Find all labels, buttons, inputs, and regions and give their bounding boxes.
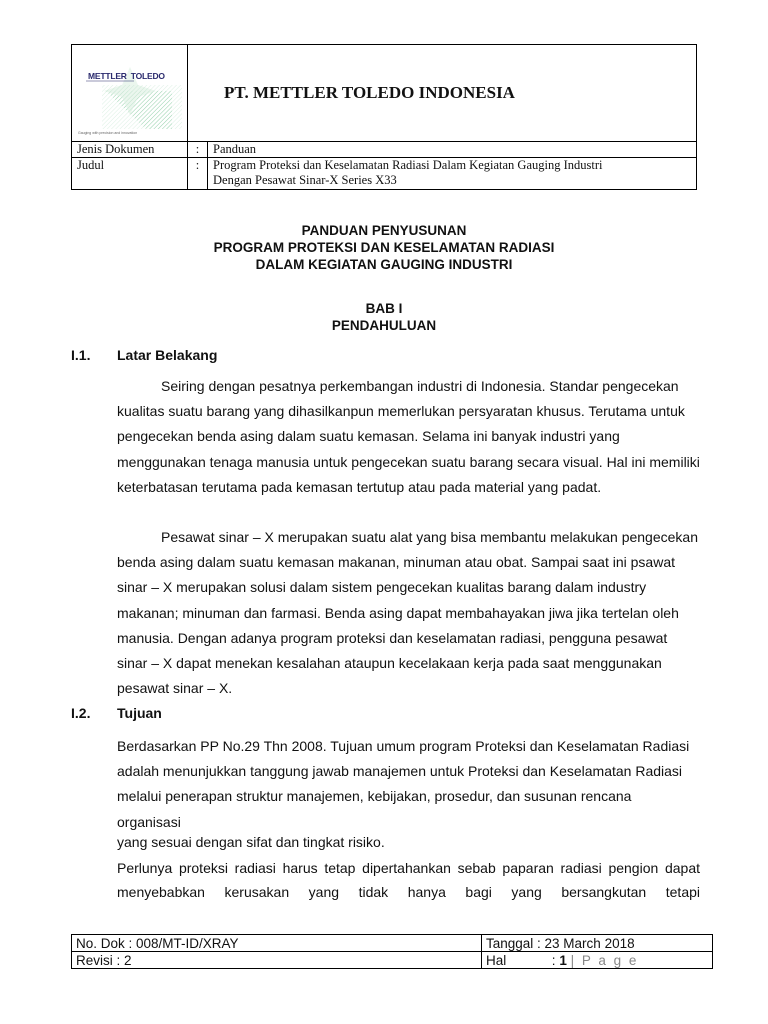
- section-1-paragraph-2: Pesawat sinar – X merupakan suatu alat yang bisa membantu melakukan pengecekan benda asing dalam suatu kemasan makanan, minuman atau obat. Sampai saat ini psawat sinar – X merupakan solusi dalam sistem pengecekan kualitas barang dalam industry makanan; minuman dan farmasi. Benda asing dapat membahayakan jiwa jika tertelan oleh manusia. Dengan adanya program proteksi dan keselamatan radiasi, pengguna pesawat sinar – X dapat menekan kesalahan ataupun kecelakaan kerja pada saat menggunakan pesawat sinar – X.: [117, 529, 698, 697]
- section-2-number: I.2.: [71, 705, 91, 721]
- title-line-3: DALAM KEGIATAN GAUGING INDUSTRI: [255, 257, 513, 272]
- section-1-number: I.1.: [71, 347, 91, 363]
- section-2-paragraph-1: Berdasarkan PP No.29 Thn 2008. Tujuan umum program Proteksi dan Keselamatan Radiasi adalah menunjukkan tanggung jawab manajemen untuk Proteksi dan Keselamatan Radiasi melalui penerapan struktur manajemen, kebijakan, prosedur, dan susunan rencana organisasi: [117, 738, 690, 830]
- doc-type-row: [72, 142, 697, 158]
- doc-title-value: [208, 158, 697, 190]
- page-number: 1: [559, 952, 567, 968]
- title-line-2: PROGRAM PROTEKSI DAN KESELAMATAN RADIASI: [213, 240, 555, 255]
- doc-title-row: [72, 158, 697, 190]
- company-name: PT. METTLER TOLEDO INDONESIA: [188, 45, 697, 142]
- doc-number: No. Dok : 008/MT-ID/XRAY: [72, 935, 482, 952]
- footer-row-2: [72, 952, 713, 969]
- page-colon: :: [551, 952, 556, 968]
- section-2-paragraph-3: Perlunya proteksi radiasi harus tetap dipertahankan sebab paparan radiasi pengion dapat menyebabkan kerusakan yang tidak hanya bagi yang bersangkutan tetapi: [117, 860, 700, 900]
- document-footer: [71, 934, 713, 969]
- doc-title-label: Judul: [72, 158, 188, 190]
- page-label: Hal: [486, 952, 507, 968]
- chapter-name: PENDAHULUAN: [331, 318, 437, 333]
- company-logo: [72, 45, 188, 141]
- section-2-paragraph-2: yang sesuai dengan sifat dan tingkat risiko.: [117, 834, 385, 850]
- document-header: [71, 44, 697, 190]
- section-1-paragraph-1: Seiring dengan pesatnya perkembangan industri di Indonesia. Standar pengecekan kualitas suatu barang yang dihasilkanpun memerlukan persyaratan khusus. Terutama untuk pengecekan benda asing dalam suatu kemasan. Selama ini banyak industri yang menggunakan tenaga manusia untuk pengecekan suatu barang secara visual. Hal ini memiliki keterbatasan terutama pada kemasan tertutup atau pada material yang padat.: [117, 378, 700, 495]
- doc-type-label: Jenis Dokumen: [72, 142, 188, 158]
- section-2-heading: Tujuan: [117, 705, 162, 721]
- doc-type-value: Panduan: [208, 142, 697, 158]
- page-indicator: [482, 952, 713, 969]
- section-1-heading: Latar Belakang: [117, 347, 218, 363]
- doc-date: Tanggal : 23 March 2018: [482, 935, 713, 952]
- doc-revision: Revisi : 2: [72, 952, 482, 969]
- chapter-number: BAB I: [365, 301, 403, 316]
- footer-row-1: [72, 935, 713, 952]
- logo-wordmark: METTLER TOLEDO: [88, 71, 165, 81]
- page-word: | P a g e: [570, 952, 639, 968]
- doc-title-line-2: Dengan Pesawat Sinar-X Series X33: [213, 173, 397, 187]
- doc-title-colon: :: [188, 158, 208, 190]
- logo-graphic: [72, 45, 188, 141]
- title-line-1: PANDUAN PENYUSUNAN: [301, 223, 467, 238]
- doc-title-line-1: Program Proteksi dan Keselamatan Radiasi Dalam Kegiatan Gauging Industri: [213, 158, 603, 172]
- doc-type-colon: :: [188, 142, 208, 158]
- logo-tagline: Gauging with precision and innovation: [78, 131, 138, 135]
- logo-cell: [72, 45, 188, 142]
